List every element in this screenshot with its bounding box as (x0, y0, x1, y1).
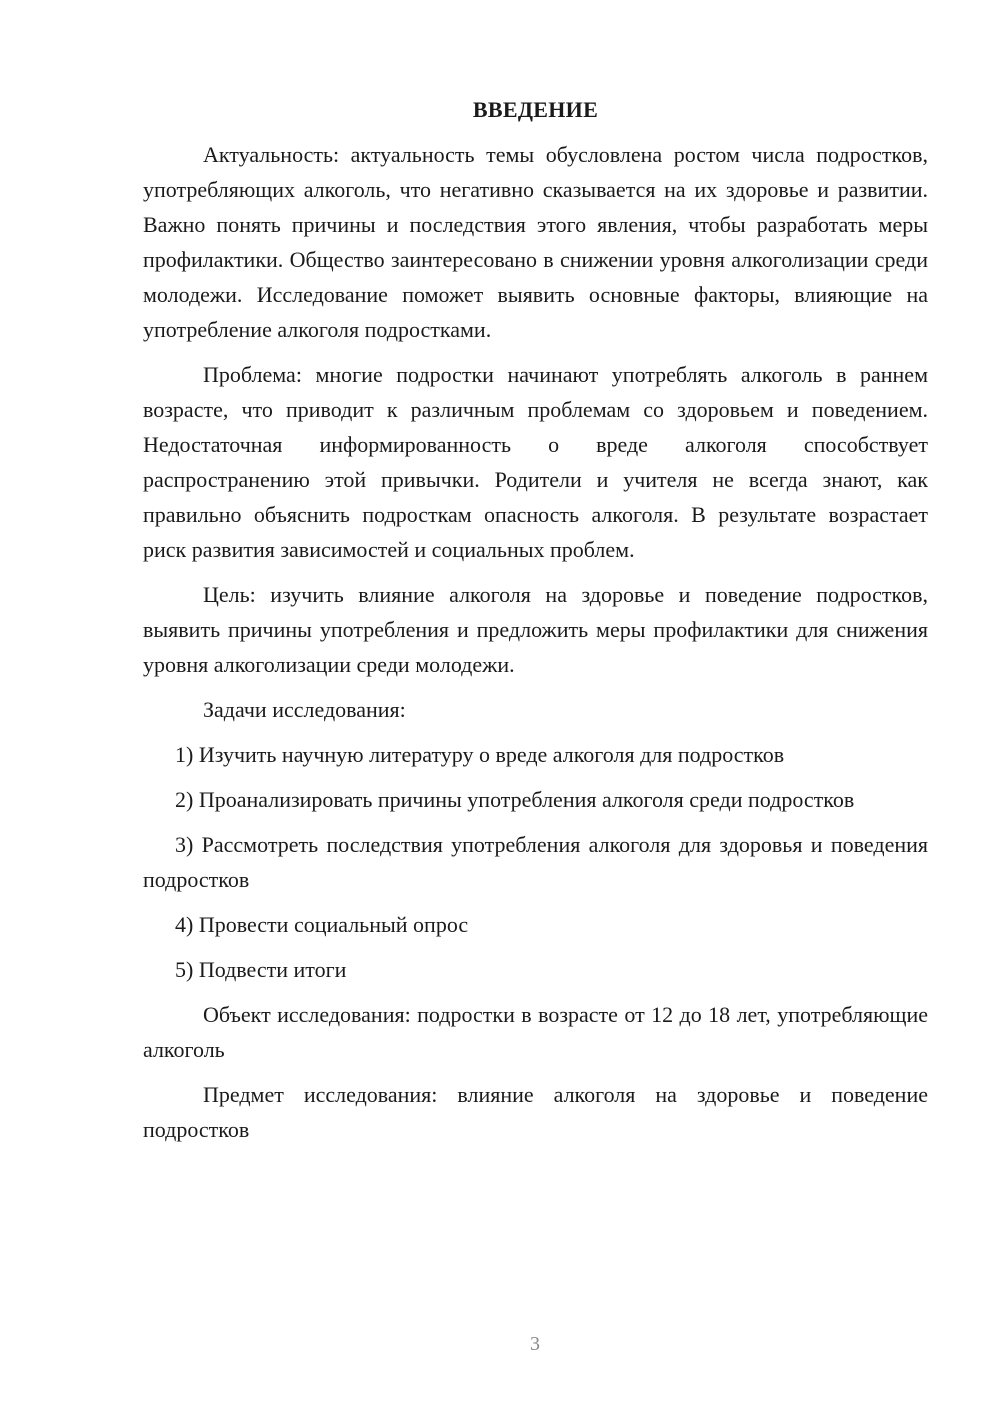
goal-paragraph: Цель: изучить влияние алкоголя на здоровье и поведение подростков, выявить причины употребления и предложить меры профилактики для снижения уровня алкоголизации среди молодежи. (143, 582, 928, 677)
task-item-1: 1) Изучить научную литературу о вреде алкоголя для подростков (175, 742, 785, 767)
task-item-5: 5) Подвести итоги (175, 957, 347, 982)
task-item-3: 3) Рассмотреть последствия употребления алкоголя для здоровья и поведения подростков (143, 832, 928, 892)
research-subject-paragraph: Предмет исследования: влияние алкоголя на здоровье и поведение подростков (143, 1082, 928, 1142)
tasks-heading: Задачи исследования: (203, 697, 406, 722)
relevance-paragraph: Актуальность: актуальность темы обусловлена ростом числа подростков, употребляющих алкоголь, что негативно сказывается на их здоровье и развитии. Важно понять причины и последствия этого явления, чтобы разработать меры профилактики. Общество заинтересовано в снижении уровня алкоголизации среди молодежи. Исследование поможет выявить основные факторы, влияющие на употребление алкоголя подростками. (143, 142, 928, 342)
document-page (143, 92, 928, 1157)
task-item-4: 4) Провести социальный опрос (175, 912, 469, 937)
page-number: 3 (530, 1333, 540, 1355)
research-object-paragraph: Объект исследования: подростки в возрасте от 12 до 18 лет, употребляющие алкоголь (143, 1002, 928, 1062)
problem-paragraph: Проблема: многие подростки начинают употреблять алкоголь в раннем возрасте, что приводит к различным проблемам со здоровьем и поведением. Недостаточная информированность о вреде алкоголя способствует распространению этой привычки. Родители и учителя не всегда знают, как правильно объяснить подросткам опасность алкоголя. В результате возрастает риск развития зависимостей и социальных проблем. (143, 362, 928, 562)
task-item-2: 2) Проанализировать причины употребления алкоголя среди подростков (175, 787, 855, 812)
page-title: ВВЕДЕНИЕ (472, 97, 599, 122)
